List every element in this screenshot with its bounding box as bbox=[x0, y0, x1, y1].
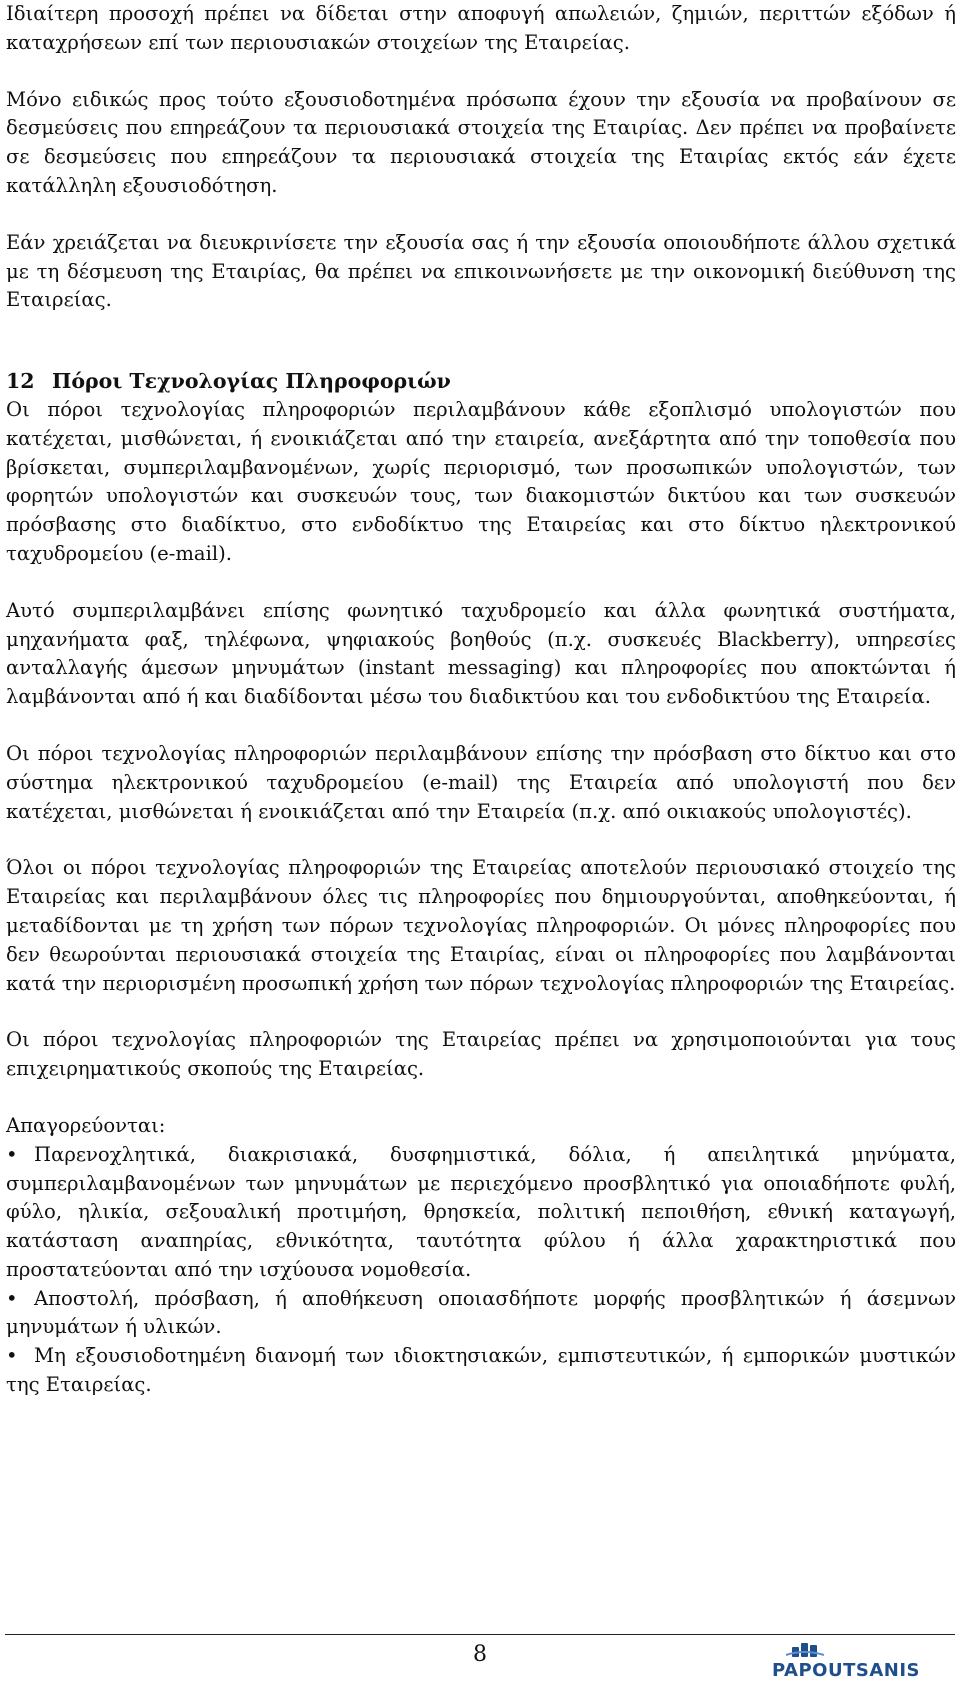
bullet-marker: • bbox=[6, 1286, 18, 1310]
paragraph-it-resources-access: Οι πόροι τεχνολογίας πληροφοριών περιλαμβάνουν επίσης την πρόσβαση στο δίκτυο και στο σύστημα ηλεκτρονικού ταχυδρομείου (e-mail) της Εταιρεία από υπολογιστή που δεν κατέχεται, μισθώνεται ή ενοικιάζεται από την Εταιρεία (π.χ. από οικιακούς υπολογιστές). bbox=[6, 741, 956, 823]
prohibited-label: Απαγορεύονται: bbox=[6, 1113, 166, 1137]
bullet-marker: • bbox=[6, 1344, 18, 1368]
section-heading bbox=[6, 367, 956, 396]
section-title: Πόροι Τεχνολογίας Πληροφοριών bbox=[52, 369, 451, 394]
bullet-text: Αποστολή, πρόσβαση, ή αποθήκευση οποιασδήποτε μορφής προσβλητικών ή άσεμνων μηνυμάτων ή υλικών. bbox=[6, 1286, 956, 1339]
paragraph-authorized-persons: Μόνο ειδικώς προς τούτο εξουσιοδοτημένα πρόσωπα έχουν την εξουσία να προβαίνουν σε δεσμεύσεις που επηρεάζουν τα περιουσιακά στοιχεία της Εταιρίας. Δεν πρέπει να προβαίνετε σε δεσμεύσεις που επηρεάζουν τα περιουσιακά στοιχεία της Εταιρίας εκτός εάν έχετε κατάλληλη εξουσιοδότηση. bbox=[6, 87, 956, 197]
bullet-text: Παρενοχλητικά, διακρισιακά, δυσφημιστικά, δόλια, ή απειλητικά μηνύματα, συμπεριλαμβανομένων των μηνυμάτων με περιεχόμενο προσβλητικό για οποιαδήποτε φυλή, φύλο, ηλικία, σεξουαλική προτιμήση, θρησκεία, πολιτική πεποιθήση, εθνική καταγωγή, κατάσταση αναπηρίας, εθνικότητα, ταυτότητα φύλου ή άλλα χαρακτηριστικά που προστατεύονται από την ισχύουσα νομοθεσία. bbox=[6, 1142, 956, 1281]
bullet-text: Μη εξουσιοδοτημένη διανομή των ιδιοκτησιακών, εμπιστευτικών, ή εμπορικών μυστικών της Εταιρείας. bbox=[6, 1344, 956, 1397]
company-logo-text: PAPOUTSANIS bbox=[772, 1660, 920, 1681]
bullet-item bbox=[6, 1342, 956, 1400]
bullet-item bbox=[6, 1141, 956, 1285]
paragraph-assets-care: Ιδιαίτερη προσοχή πρέπει να δίδεται στην αποφυγή απωλειών, ζημιών, περιττών εξόδων ή καταχρήσεων επί των περιουσιακών στοιχείων της Εταιρείας. bbox=[6, 2, 956, 54]
paragraph-it-resources-voice: Αυτό συμπεριλαμβάνει επίσης φωνητικό ταχυδρομείο και άλλα φωνητικά συστήματα, μηχανήματα φαξ, τηλέφωνα, ψηφιακούς βοηθούς (π.χ. συσκευές Blackberry), υπηρεσίες ανταλλαγής άμεσων μηνυμάτων (instant messaging) και πληροφορίες που αποκτώνται ή λαμβάνονται από ή και διαδίδονται μέσω του διαδικτύου και του ενδοδικτύου της Εταιρεία. bbox=[6, 598, 956, 709]
page-number: 8 bbox=[473, 1642, 487, 1667]
paragraph-clarify-authority: Εάν χρειάζεται να διευκρινίσετε την εξουσία σας ή την εξουσία οποιουδήποτε άλλου σχετικά με τη δέσμευση της Εταιρίας, θα πρέπει να επικοινωνήσετε με την οικονομική διεύθυνση της Εταιρείας. bbox=[6, 230, 956, 312]
page-content bbox=[6, 0, 956, 1400]
bullet-marker: • bbox=[6, 1142, 18, 1166]
paragraph-it-resources-business-use: Οι πόροι τεχνολογίας πληροφοριών της Εταιρείας πρέπει να χρησιμοποιούνται για τους επιχειρηματικούς σκοπούς της Εταιρείας. bbox=[6, 1028, 956, 1081]
section-number: 12 bbox=[6, 369, 35, 394]
bullet-item bbox=[6, 1285, 956, 1343]
paragraph-it-resources-definition: Οι πόροι τεχνολογίας πληροφοριών περιλαμβάνουν κάθε εξοπλισμό υπολογιστών που κατέχεται, μισθώνεται, ή ενοικιάζεται από την εταιρεία, ανεξάρτητα από την τοποθεσία που βρίσκεται, συμπεριλαμβανομένων, χωρίς περιορισμό, των προσωπικών υπολογιστών, των φορητών υπολογιστών και συσκευών τους, των διακομιστών δικτύου και των συσκευών πρόσβασης στο διαδίκτυο, στο ενδοδίκτυο της Εταιρείας και στο δίκτυο ηλεκτρονικού ταχυδρομείου (e-mail). bbox=[6, 397, 956, 565]
paragraph-it-resources-property: Όλοι οι πόροι τεχνολογίας πληροφοριών της Εταιρείας αποτελούν περιουσιακό στοιχείο της Εταιρείας και περιλαμβάνουν όλες τις πληροφορίες που δημιουργούνται, αποθηκεύονται, ή μεταδίδονται με τη χρήση των πόρων τεχνολογίας πληροφοριών. Οι μόνες πληροφορίες που δεν θεωρούνται περιουσιακά στοιχεία της Εταιρίας, είναι οι πληροφορίες που λαμβάνονται κατά την περιορισμένη προσωπική χρήση των πόρων τεχνολογίας πληροφοριών της Εταιρείας. bbox=[6, 856, 956, 995]
